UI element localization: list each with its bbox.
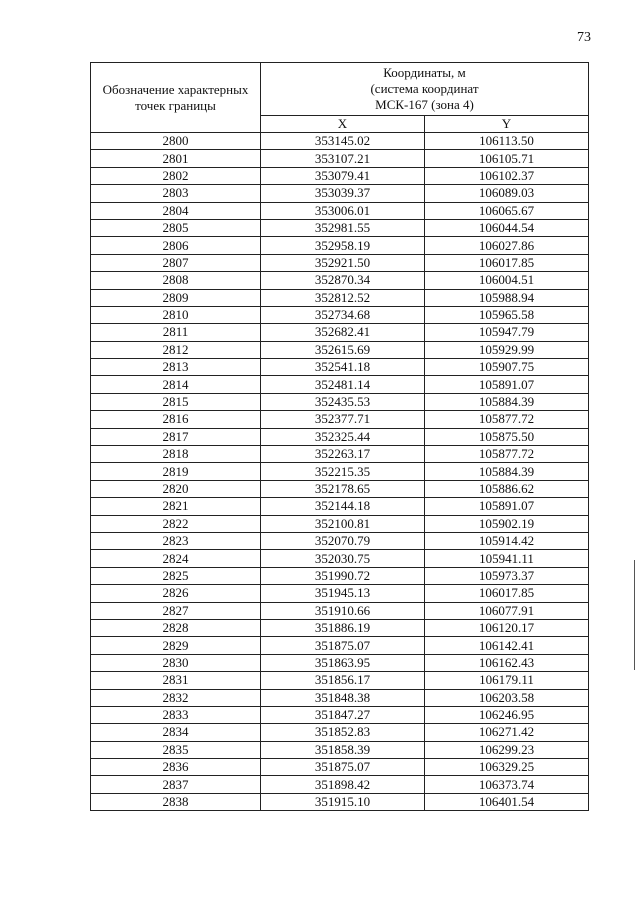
x-coordinate-cell: 352981.55 [261,219,425,236]
table-row [91,515,589,532]
point-cell: 2831 [91,672,261,689]
table-row [91,585,589,602]
x-coordinate-cell: 352263.17 [261,446,425,463]
x-coordinate-cell: 351875.07 [261,759,425,776]
table-row [91,689,589,706]
x-coordinate-cell: 351915.10 [261,793,425,810]
y-coordinate-cell: 106105.71 [425,150,589,167]
y-coordinate-cell: 105907.75 [425,359,589,376]
x-coordinate-cell: 352100.81 [261,515,425,532]
y-coordinate-cell: 106246.95 [425,706,589,723]
table-row [91,532,589,549]
boundary-coordinates-table [90,62,589,811]
x-coordinate-cell: 352481.14 [261,376,425,393]
point-cell: 2815 [91,393,261,410]
coordinates-header-line: Координаты, м [383,65,466,80]
table-row [91,446,589,463]
table-header [91,63,589,133]
point-cell: 2834 [91,724,261,741]
x-coordinate-cell: 352030.75 [261,550,425,567]
y-coordinate-cell: 106179.11 [425,672,589,689]
x-coordinate-cell: 352215.35 [261,463,425,480]
x-coordinate-cell: 351858.39 [261,741,425,758]
table-row [91,793,589,810]
x-coordinate-cell: 351875.07 [261,637,425,654]
x-coordinate-cell: 352921.50 [261,254,425,271]
x-coordinate-cell: 351847.27 [261,706,425,723]
table-row [91,219,589,236]
x-coordinate-cell: 353145.02 [261,133,425,150]
x-coordinate-cell: 352325.44 [261,428,425,445]
table-row [91,150,589,167]
point-cell: 2811 [91,324,261,341]
x-coordinate-cell: 352541.18 [261,359,425,376]
point-cell: 2800 [91,133,261,150]
coordinates-header-line: МСК-167 (зона 4) [375,97,474,112]
point-cell: 2808 [91,272,261,289]
y-coordinate-cell: 106329.25 [425,759,589,776]
point-cell: 2829 [91,637,261,654]
x-coordinate-cell: 353039.37 [261,185,425,202]
x-coordinate-cell: 352870.34 [261,272,425,289]
table-row [91,359,589,376]
x-coordinate-cell: 353107.21 [261,150,425,167]
page-number: 73 [577,30,591,45]
y-coordinate-cell: 105891.07 [425,498,589,515]
x-coordinate-cell: 351852.83 [261,724,425,741]
table-row [91,411,589,428]
x-coordinate-cell: 352682.41 [261,324,425,341]
margin-mark [634,560,635,670]
y-coordinate-cell: 105875.50 [425,428,589,445]
coordinates-group-header [261,63,589,116]
point-cell: 2805 [91,219,261,236]
y-column-header: Y [425,116,589,133]
x-coordinate-cell: 351886.19 [261,619,425,636]
point-cell: 2821 [91,498,261,515]
point-cell: 2816 [91,411,261,428]
y-coordinate-cell: 106017.85 [425,585,589,602]
x-coordinate-cell: 352734.68 [261,306,425,323]
point-cell: 2838 [91,793,261,810]
table-row [91,776,589,793]
x-coordinate-cell: 351945.13 [261,585,425,602]
point-cell: 2810 [91,306,261,323]
point-cell: 2824 [91,550,261,567]
y-coordinate-cell: 106027.86 [425,237,589,254]
table-row [91,254,589,271]
x-coordinate-cell: 351898.42 [261,776,425,793]
table-row [91,428,589,445]
y-coordinate-cell: 105965.58 [425,306,589,323]
table-body [91,133,589,811]
x-coordinate-cell: 351990.72 [261,567,425,584]
point-cell: 2809 [91,289,261,306]
y-coordinate-cell: 106102.37 [425,167,589,184]
point-cell: 2827 [91,602,261,619]
table-row [91,341,589,358]
table-row [91,167,589,184]
point-cell: 2835 [91,741,261,758]
table-row [91,324,589,341]
y-coordinate-cell: 106089.03 [425,185,589,202]
point-cell: 2828 [91,619,261,636]
y-coordinate-cell: 105902.19 [425,515,589,532]
y-coordinate-cell: 106004.51 [425,272,589,289]
table-row [91,376,589,393]
y-coordinate-cell: 105929.99 [425,341,589,358]
y-coordinate-cell: 105886.62 [425,480,589,497]
point-cell: 2801 [91,150,261,167]
point-cell: 2823 [91,532,261,549]
x-coordinate-cell: 352070.79 [261,532,425,549]
point-cell: 2825 [91,567,261,584]
y-coordinate-cell: 106142.41 [425,637,589,654]
table-row [91,289,589,306]
table-row [91,654,589,671]
table-row [91,672,589,689]
y-coordinate-cell: 106017.85 [425,254,589,271]
y-coordinate-cell: 106113.50 [425,133,589,150]
y-coordinate-cell: 106044.54 [425,219,589,236]
point-cell: 2833 [91,706,261,723]
point-cell: 2814 [91,376,261,393]
y-coordinate-cell: 106065.67 [425,202,589,219]
point-cell: 2822 [91,515,261,532]
x-coordinate-cell: 352615.69 [261,341,425,358]
y-coordinate-cell: 106203.58 [425,689,589,706]
y-coordinate-cell: 106401.54 [425,793,589,810]
point-cell: 2812 [91,341,261,358]
table-row [91,550,589,567]
y-coordinate-cell: 105877.72 [425,411,589,428]
y-coordinate-cell: 105891.07 [425,376,589,393]
y-coordinate-cell: 106271.42 [425,724,589,741]
point-designation-header: Обозначение характерных точек границы [91,63,261,133]
x-coordinate-cell: 353079.41 [261,167,425,184]
y-coordinate-cell: 105947.79 [425,324,589,341]
x-coordinate-cell: 352144.18 [261,498,425,515]
point-cell: 2804 [91,202,261,219]
y-coordinate-cell: 106120.17 [425,619,589,636]
table-row [91,637,589,654]
point-cell: 2836 [91,759,261,776]
table-row [91,741,589,758]
x-column-header: X [261,116,425,133]
table-row [91,480,589,497]
table-row [91,185,589,202]
y-coordinate-cell: 105973.37 [425,567,589,584]
x-coordinate-cell: 351848.38 [261,689,425,706]
point-cell: 2820 [91,480,261,497]
table-row [91,306,589,323]
y-coordinate-cell: 106162.43 [425,654,589,671]
x-coordinate-cell: 352178.65 [261,480,425,497]
x-coordinate-cell: 351910.66 [261,602,425,619]
table-row [91,393,589,410]
point-cell: 2832 [91,689,261,706]
table-row [91,498,589,515]
table-row [91,619,589,636]
y-coordinate-cell: 106299.23 [425,741,589,758]
point-cell: 2830 [91,654,261,671]
x-coordinate-cell: 352958.19 [261,237,425,254]
table-row [91,567,589,584]
x-coordinate-cell: 351856.17 [261,672,425,689]
table-row [91,463,589,480]
point-cell: 2802 [91,167,261,184]
table-row [91,272,589,289]
table-row [91,759,589,776]
x-coordinate-cell: 351863.95 [261,654,425,671]
table-row [91,202,589,219]
coordinates-header-line: (система координат [370,81,479,96]
table-row [91,602,589,619]
y-coordinate-cell: 105884.39 [425,463,589,480]
table-row [91,724,589,741]
point-cell: 2819 [91,463,261,480]
x-coordinate-cell: 352812.52 [261,289,425,306]
point-cell: 2818 [91,446,261,463]
point-cell: 2826 [91,585,261,602]
y-coordinate-cell: 105877.72 [425,446,589,463]
y-coordinate-cell: 105988.94 [425,289,589,306]
x-coordinate-cell: 353006.01 [261,202,425,219]
point-cell: 2813 [91,359,261,376]
y-coordinate-cell: 105884.39 [425,393,589,410]
point-cell: 2807 [91,254,261,271]
y-coordinate-cell: 106077.91 [425,602,589,619]
point-cell: 2806 [91,237,261,254]
point-cell: 2803 [91,185,261,202]
y-coordinate-cell: 105941.11 [425,550,589,567]
table-row [91,133,589,150]
x-coordinate-cell: 352435.53 [261,393,425,410]
point-cell: 2837 [91,776,261,793]
point-cell: 2817 [91,428,261,445]
table-row [91,706,589,723]
x-coordinate-cell: 352377.71 [261,411,425,428]
y-coordinate-cell: 105914.42 [425,532,589,549]
y-coordinate-cell: 106373.74 [425,776,589,793]
table-row [91,237,589,254]
